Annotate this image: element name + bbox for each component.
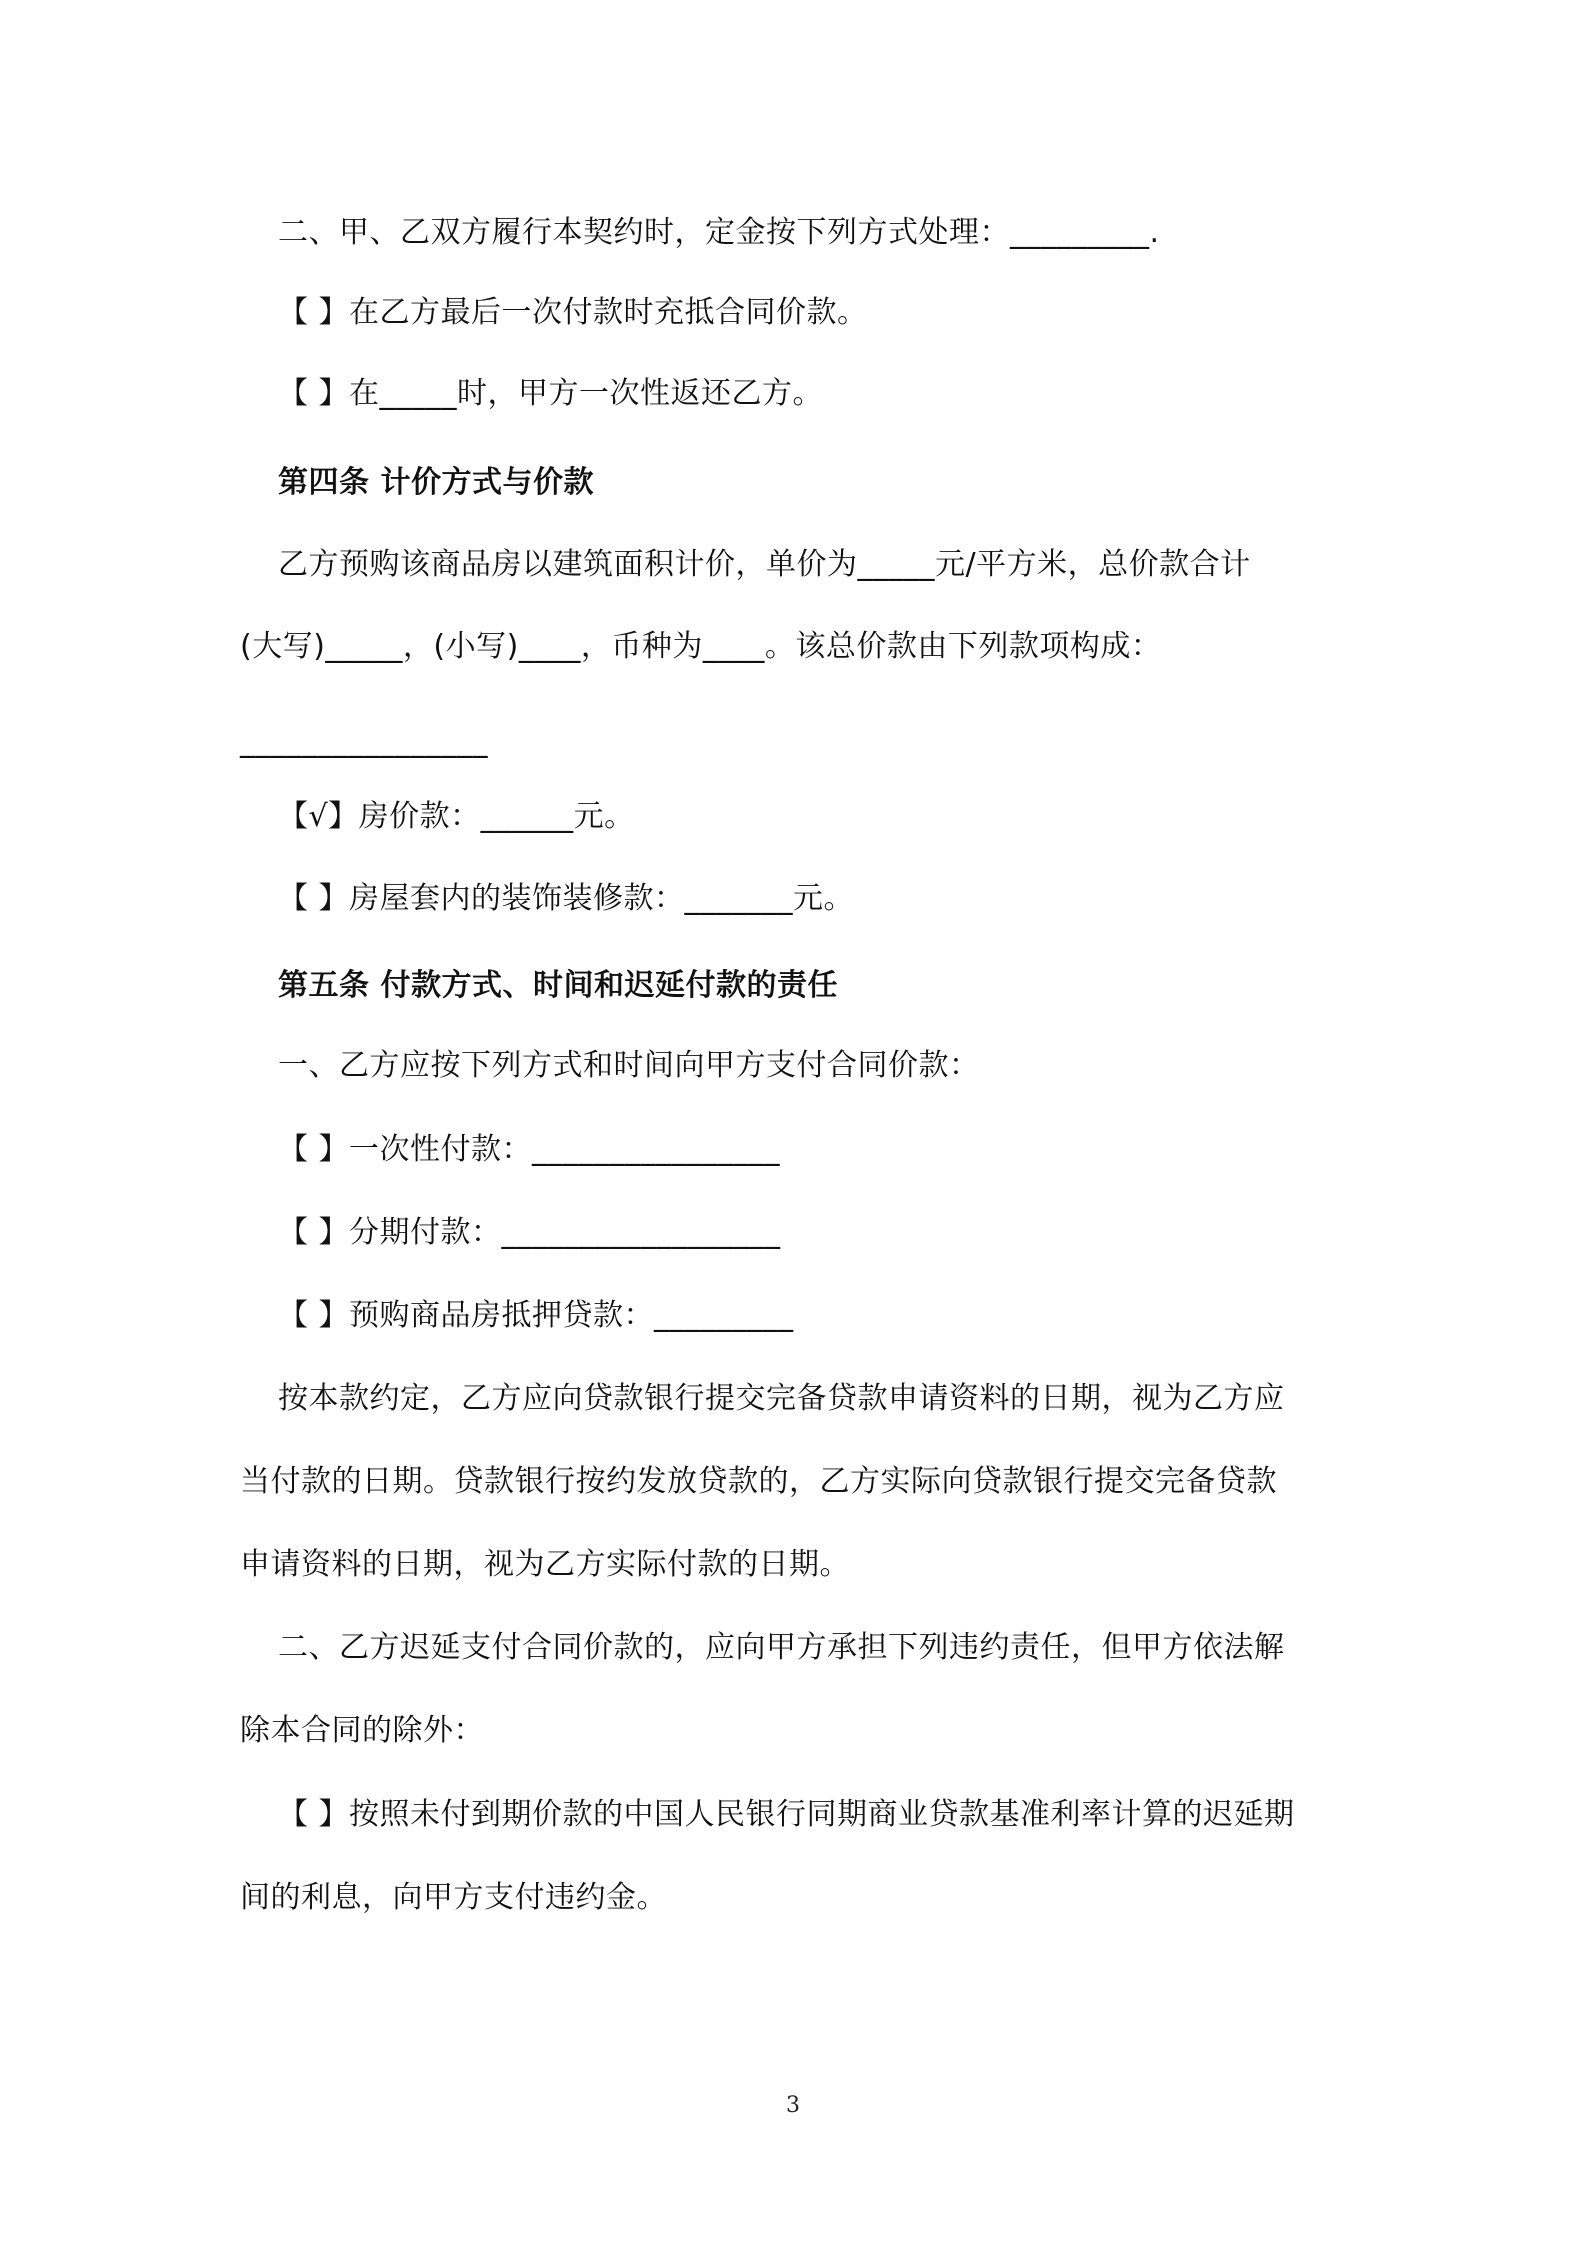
clause-deposit-handling: 二、甲、乙双方履行本契约时，定金按下列方式处理：_________. bbox=[278, 215, 1160, 250]
clause-payment-methods: 一、乙方应按下列方式和时间向甲方支付合同价款： bbox=[278, 1048, 980, 1083]
option-installment-payment: 【 】分期付款：__________________ bbox=[278, 1215, 781, 1250]
loan-paragraph-line-1: 按本款约定，乙方应向贷款银行提交完备贷款申请资料的日期，视为乙方应 bbox=[278, 1381, 1285, 1416]
pricing-paragraph-line-2: (大写)_____，(小写)____，币种为____。该总价款由下列款项构成： bbox=[240, 629, 1162, 664]
article-four-heading: 第四条 计价方式与价款 bbox=[278, 465, 594, 500]
pricing-paragraph-line-1: 乙方预购该商品房以建筑面积计价，单价为_____元/平方米，总价款合计 bbox=[278, 547, 1251, 582]
option-mortgage-loan: 【 】预购商品房抵押贷款：_________ bbox=[278, 1298, 794, 1333]
page-number: 3 bbox=[786, 2093, 800, 2118]
option-decoration-fee: 【 】房屋套内的装饰装修款：_______元。 bbox=[278, 881, 855, 916]
option-offset-final-payment: 【 】在乙方最后一次付款时充抵合同价款。 bbox=[278, 295, 868, 330]
late-payment-paragraph-line-2: 除本合同的除外： bbox=[240, 1713, 484, 1748]
option-interest-penalty-line-1: 【 】按照未付到期价款的中国人民银行同期商业贷款基准利率计算的迟延期 bbox=[278, 1797, 1295, 1832]
option-one-time-refund: 【 】在_____时，甲方一次性返还乙方。 bbox=[278, 376, 824, 411]
option-interest-penalty-line-2: 间的利息，向甲方支付违约金。 bbox=[240, 1880, 667, 1915]
option-house-price-checked: 【√】房价款：______元。 bbox=[278, 799, 635, 834]
option-lump-sum-payment: 【 】一次性付款：________________ bbox=[278, 1132, 781, 1167]
pricing-blank-line: ________________ bbox=[240, 724, 488, 759]
late-payment-paragraph-line-1: 二、乙方迟延支付合同价款的，应向甲方承担下列违约责任，但甲方依法解 bbox=[278, 1630, 1285, 1665]
loan-paragraph-line-2: 当付款的日期。贷款银行按约发放贷款的，乙方实际向贷款银行提交完备贷款 bbox=[240, 1464, 1277, 1499]
loan-paragraph-line-3: 申请资料的日期，视为乙方实际付款的日期。 bbox=[240, 1547, 850, 1582]
article-five-heading: 第五条 付款方式、时间和迟延付款的责任 bbox=[278, 968, 838, 1003]
